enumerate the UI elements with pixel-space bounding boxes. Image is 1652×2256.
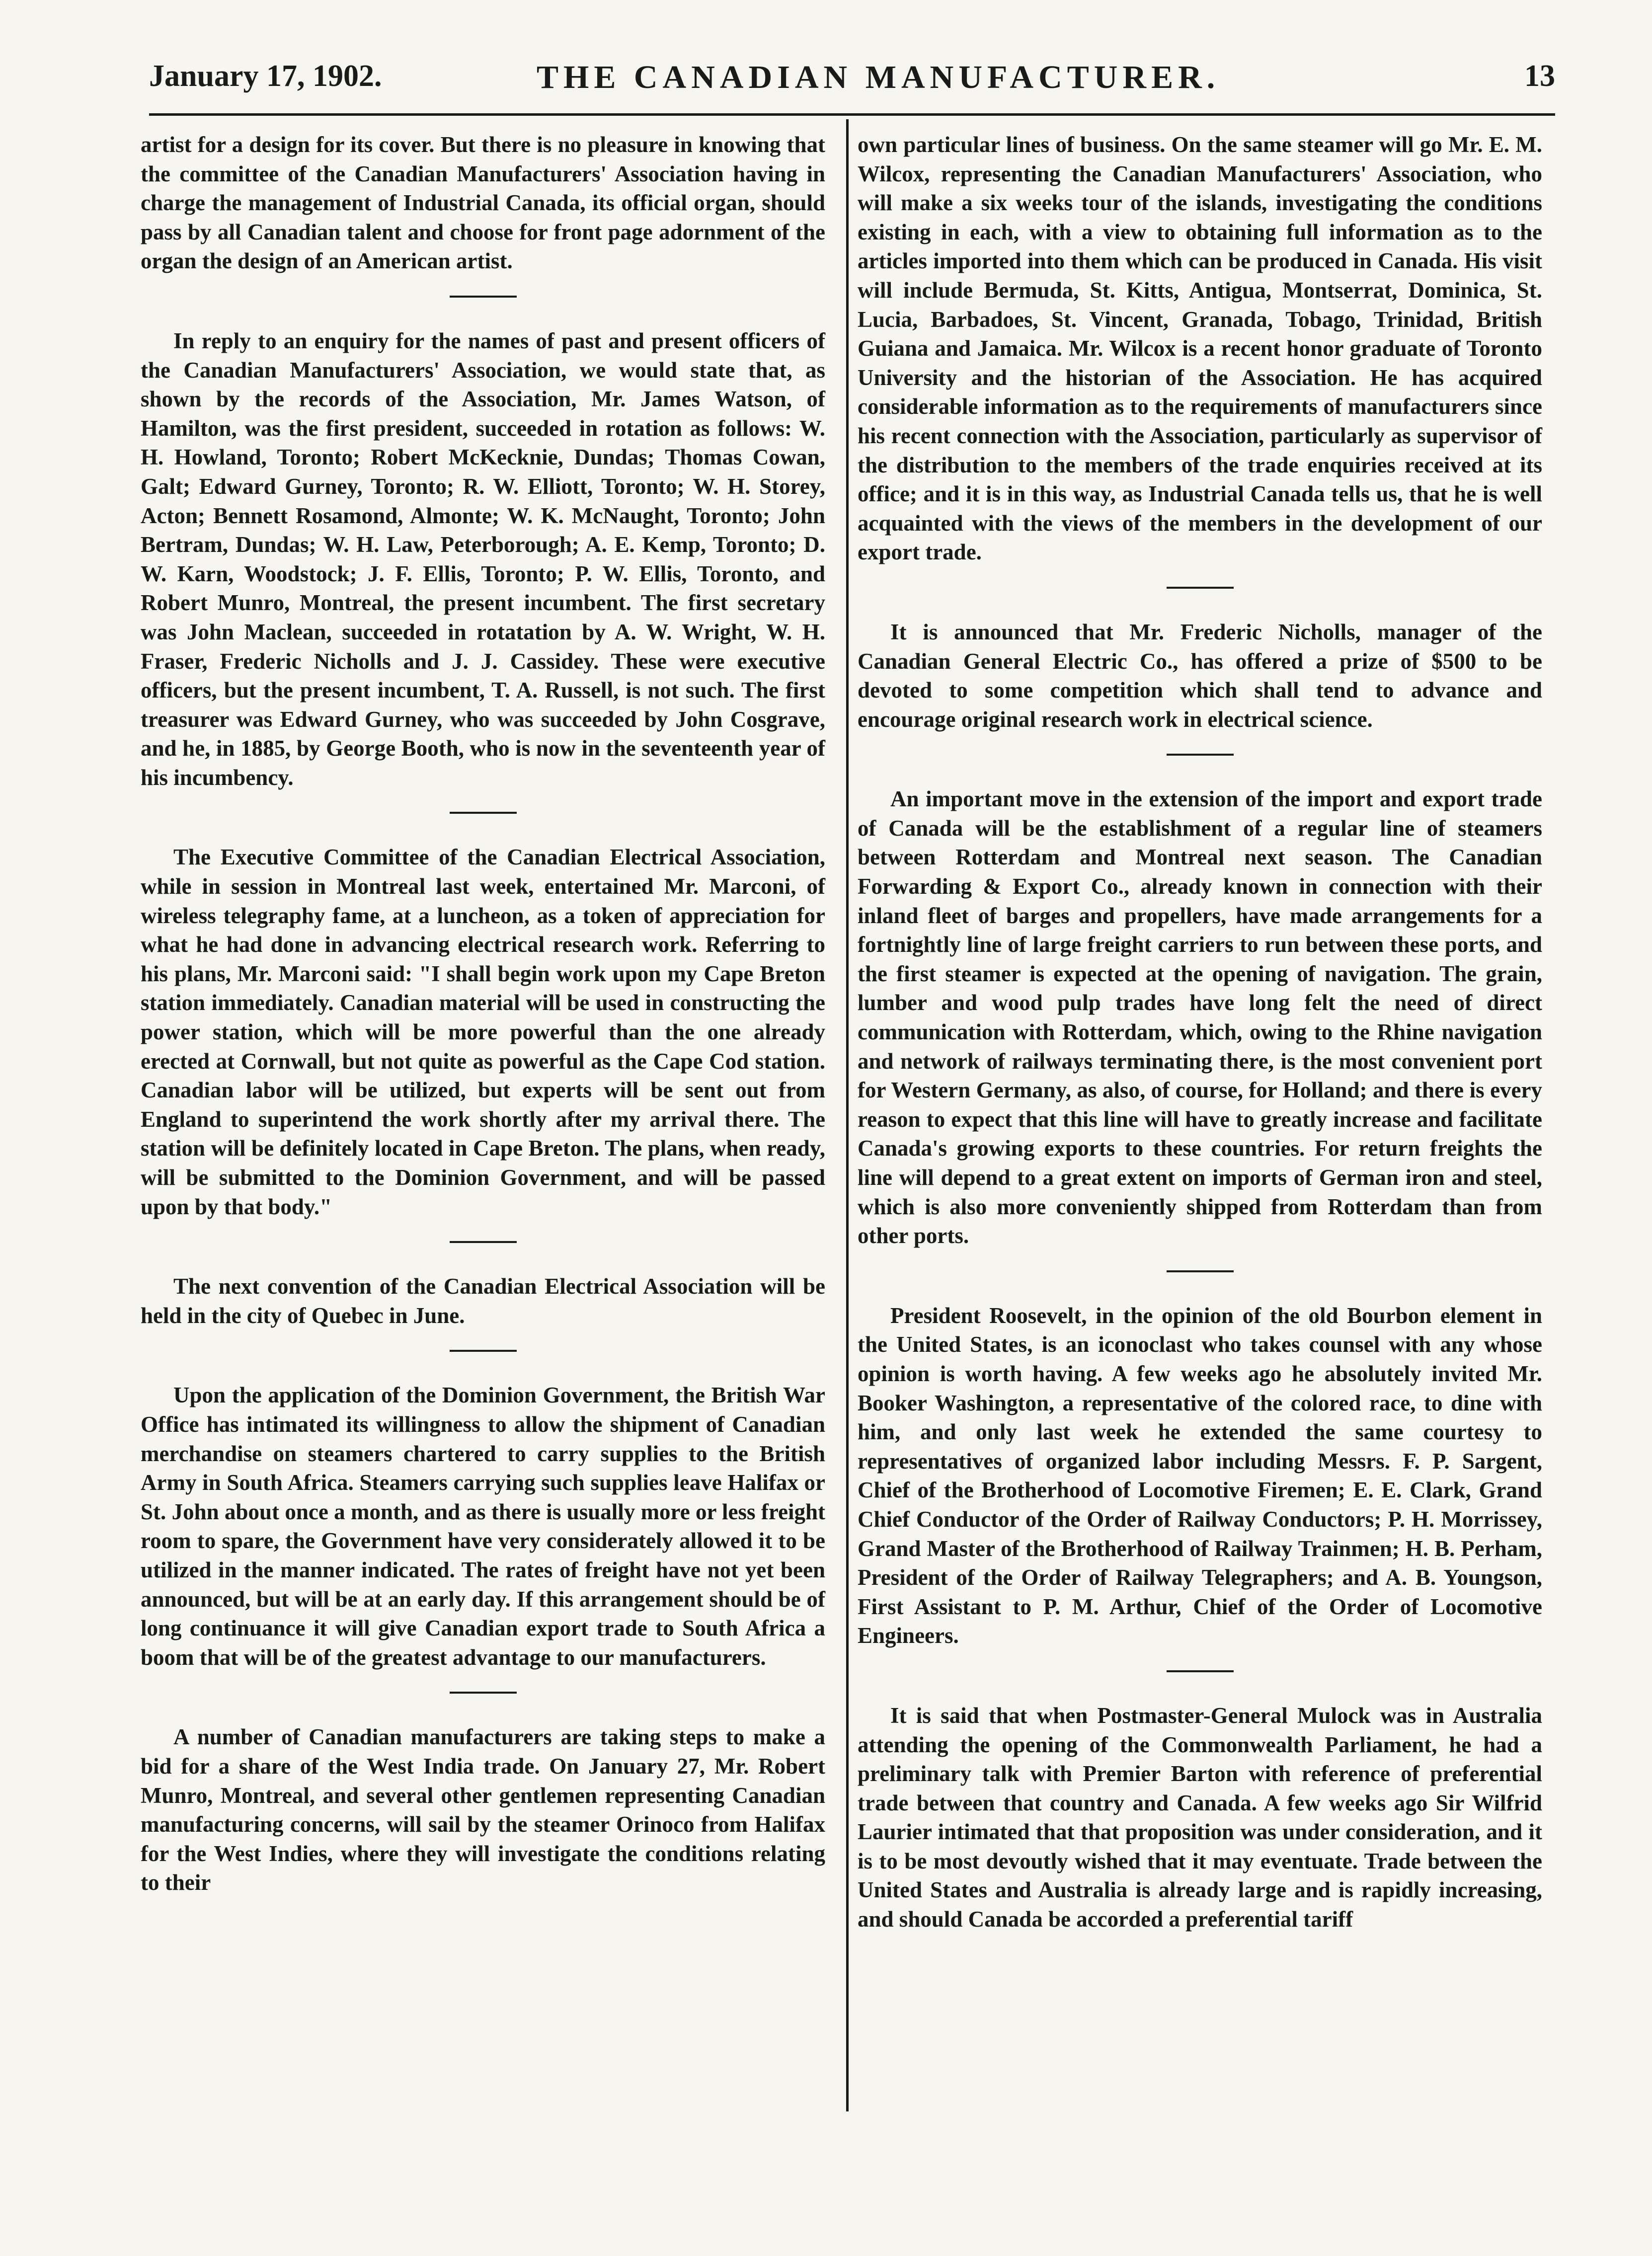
article-paragraph: artist for a design for its cover. But there is no pleasure in knowing that the committee of the Canadian Manufacturers' Association having in charge the management of Industrial Canada, its official organ, should pass by all Canadian talent and choose for front page adornment of the organ the design of an American artist. bbox=[141, 132, 825, 274]
article-paragraph: It is said that when Postmaster-General Mulock was in Australia attending the opening of the Commonwealth Parliament, he had a preliminary talk with Premier Barton with reference of preferential trade between that country and Canada. A few weeks ago Sir Wilfrid Laurier intimated that that proposition was under consideration, and it is to be most devoutly wished that it may eventuate. Trade between the United States and Australia is already large and is rapidly increasing, and should Canada be accorded a preferential tariff bbox=[858, 1703, 1542, 1932]
column-rule bbox=[846, 119, 849, 2111]
article-paragraph: President Roosevelt, in the opinion of the old Bourbon element in the United States, is an iconoclast who takes counsel with any whose opinion is worth having. A few weeks ago he absolutely invited Mr. Booker Washington, a representative of the colored race, to dine with him, and only last week he extended the same courtesy to representatives of organized labor including Messrs. F. P. Sargent, Chief of the Brotherhood of Locomotive Firemen; E. E. Clark, Grand Chief Conductor of the Order of Railway Conductors; P. H. Morrissey, Grand Master of the Brotherhood of Railway Trainmen; H. B. Perham, President of the Order of Railway Telegraphers; and A. B. Youngson, First Assistant to P. M. Arthur, Chief of the Order of Locomotive Engineers. bbox=[858, 1303, 1542, 1648]
section-divider bbox=[450, 812, 517, 814]
section-divider bbox=[1167, 587, 1234, 589]
article-paragraph: An important move in the extension of the import and export trade of Canada will be the establishment of a regular line of steamers between Rotterdam and Montreal next season. The Canadian Forwarding & Export Co., already known in connection with their inland fleet of barges and propellers, have made arrangements for a fortnightly line of large freight carriers to run between these ports, and the first steamer is expected at the opening of navigation. The grain, lumber and wood pulp trades have long felt the need of direct communication with Rotterdam, which, owing to the Rhine navigation and network of railways terminating there, is the most convenient port for Western Germany, as also, of course, for Holland; and there is every reason to expect that this line will have to greatly increase and facilitate Canada's growing exports to these countries. For return freights the line will depend to a great extent on imports of German iron and steel, which is also more conveniently shipped from Rotterdam than from other ports. bbox=[858, 786, 1542, 1248]
article-paragraph: A number of Canadian manufacturers are taking steps to make a bid for a share of the West India trade. On January 27, Mr. Robert Munro, Montreal, and several other gentlemen representing Canadian manufacturing concerns, will sail by the steamer Orinoco from Halifax for the West Indies, where they will investigate the conditions relating to their bbox=[141, 1724, 825, 1895]
article-paragraph: Upon the application of the Dominion Government, the British War Office has intimated its willingness to allow the shipment of Canadian merchandise on steamers chartered to carry supplies to the British Army in South Africa. Steamers carrying such supplies leave Halifax or St. John about once a month, and as there is usually more or less freight room to spare, the Government have very considerately allowed it to be utilized in the manner indicated. The rates of freight have not yet been announced, but will be at an early day. If this arrangement should be of long continuance it will give Canadian export trade to South Africa a boom that will be of the greatest advantage to our manufacturers. bbox=[141, 1383, 825, 1670]
page-header bbox=[149, 59, 1555, 103]
article-paragraph: The Executive Committee of the Canadian Electrical Association, while in session in Montreal last week, entertained Mr. Marconi, of wireless telegraphy fame, at a luncheon, as a token of appreciation for what he had done in advancing electrical research work. Referring to his plans, Mr. Marconi said: "I shall begin work upon my Cape Breton station immediately. Canadian material will be used in constructing the power station, which will be more powerful than the one already erected at Cornwall, but not quite as powerful as the Cape Cod station. Canadian labor will be utilized, but experts will be sent out from England to superintend the work shortly after my arrival there. The station will be definitely located in Cape Breton. The plans, when ready, will be submitted to the Dominion Government, and will be passed upon by that body." bbox=[141, 845, 825, 1219]
section-divider bbox=[1167, 1670, 1234, 1672]
article-paragraph: It is announced that Mr. Frederic Nicholls, manager of the Canadian General Electric Co., has offered a prize of $500 to be devoted to some competition which shall tend to advance and encourage original research work in electrical science. bbox=[858, 619, 1542, 732]
header-rule bbox=[149, 113, 1555, 116]
article-paragraph: The next convention of the Canadian Electrical Association will be held in the city of Quebec in June. bbox=[141, 1274, 825, 1328]
page-number: 13 bbox=[1524, 59, 1555, 93]
article-paragraph: own particular lines of business. On the same steamer will go Mr. E. M. Wilcox, representing the Canadian Manufacturers' Association, who will make a six weeks tour of the islands, investigating the conditions existing in each, with a view to obtaining full information as to the articles imported into them which can be produced in Canada. His visit will include Bermuda, St. Kitts, Antigua, Montserrat, Dominica, St. Lucia, Barbadoes, St. Vincent, Granada, Tobago, Trinidad, British Guiana and Jamaica. Mr. Wilcox is a recent honor graduate of Toronto University and the historian of the Association. He has acquired considerable information as to the requirements of manufacturers since his recent connection with the Association, particularly as supervisor of the distribution to the members of the trade enquiries received at its office; and it is in this way, as Industrial Canada tells us, that he is well acquainted with the views of the members in the development of our export trade. bbox=[858, 132, 1542, 565]
publication-title: THE CANADIAN MANUFACTURER. bbox=[537, 59, 1220, 95]
right-column bbox=[858, 130, 1542, 1934]
section-divider bbox=[450, 1350, 517, 1352]
section-divider bbox=[450, 1692, 517, 1694]
issue-date: January 17, 1902. bbox=[149, 59, 382, 93]
article-paragraph: In reply to an enquiry for the names of past and present officers of the Canadian Manufacturers' Association, we would state that, as shown by the records of the Association, Mr. James Watson, of Hamilton, was the first president, succeeded in rotation as follows: W. H. Howland, Toronto; Robert McKecknie, Dundas; Thomas Cowan, Galt; Edward Gurney, Toronto; R. W. Elliott, Toronto; W. H. Storey, Acton; Bennett Rosamond, Almonte; W. K. McNaught, Toronto; John Bertram, Dundas; W. H. Law, Peterborough; A. E. Kemp, Toronto; D. W. Karn, Woodstock; J. F. Ellis, Toronto; P. W. Ellis, Toronto, and Robert Munro, Montreal, the present incumbent. The first secretary was John Maclean, succeeded in rotatation by A. W. Wright, W. H. Fraser, Frederic Nicholls and J. J. Cassidey. These were executive officers, but the present incumbent, T. A. Russell, is not such. The first treasurer was Edward Gurney, who was succeeded by John Cosgrave, and he, in 1885, by George Booth, who is now in the seventeenth year of his incumbency. bbox=[141, 328, 825, 790]
section-divider bbox=[1167, 1270, 1234, 1272]
section-divider bbox=[450, 296, 517, 298]
section-divider bbox=[1167, 754, 1234, 756]
left-column bbox=[141, 130, 825, 1897]
section-divider bbox=[450, 1241, 517, 1243]
